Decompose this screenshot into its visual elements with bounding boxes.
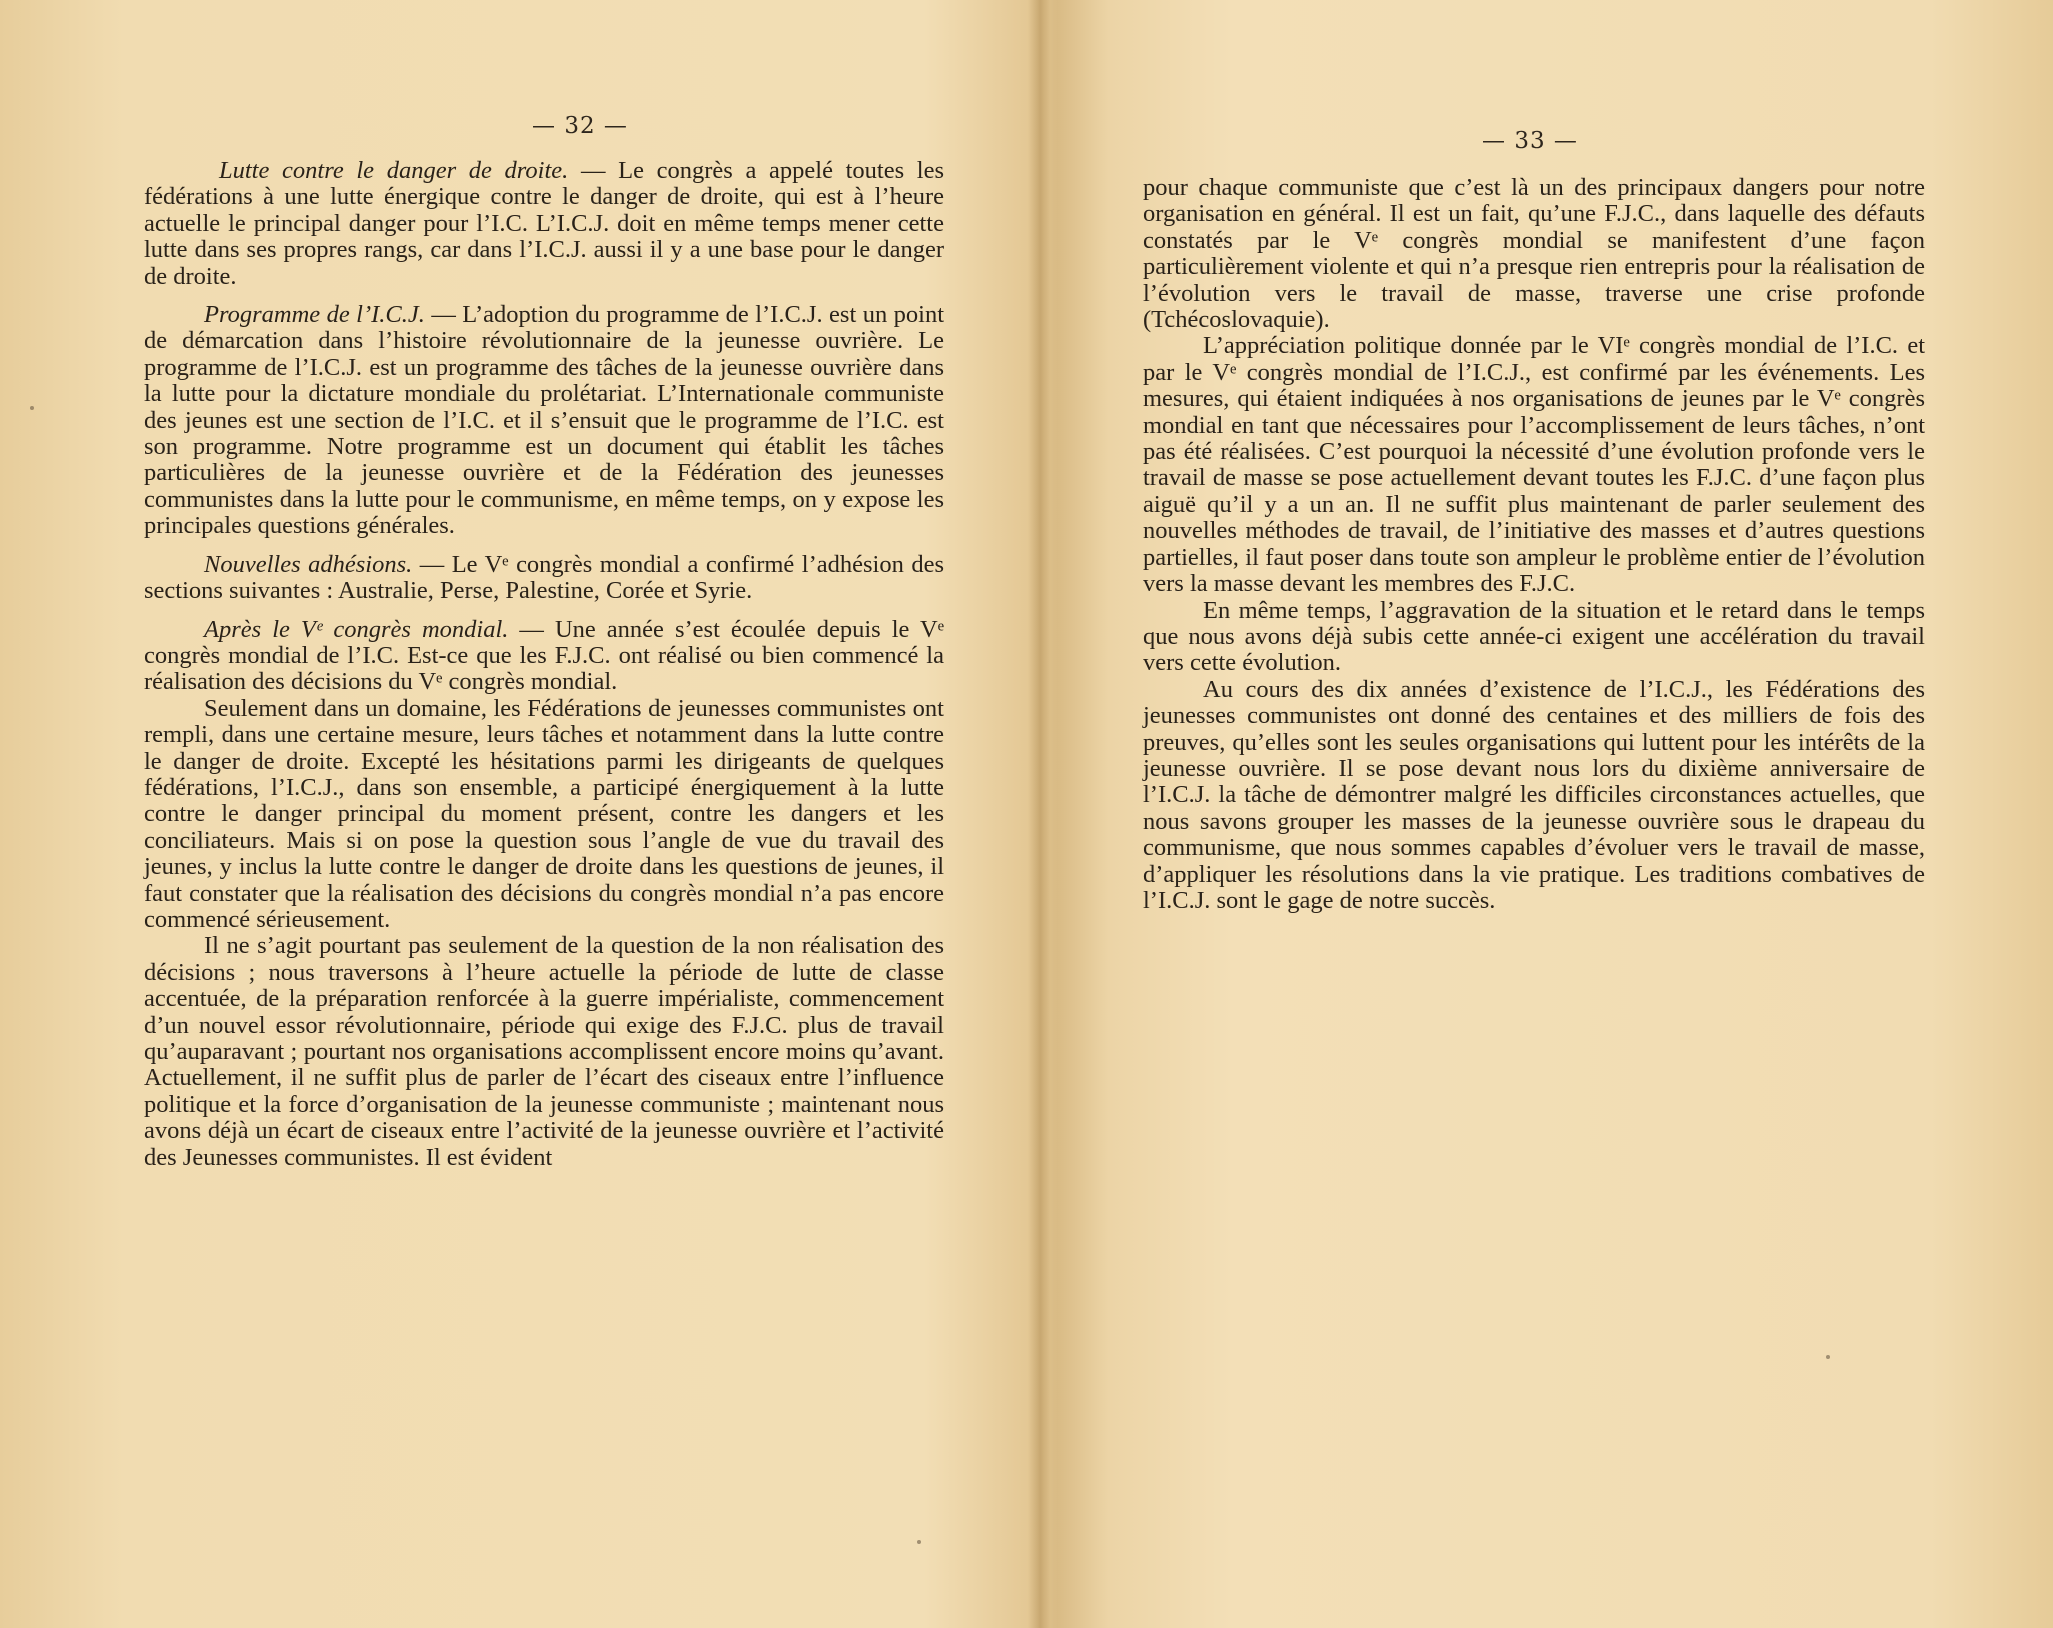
paragraph-text: — Le Vᵉ congrès mondial a confirmé l’adhésion des sections suivantes : Australie, Perse, Palestine, Corée et Syrie. — [144, 550, 944, 605]
right-page-text — [1143, 175, 1925, 914]
paragraph — [1143, 333, 1925, 597]
paragraph-text: Au cours des dix années d’existence de l’I.C.J., les Fédérations des jeunesses communistes ont donné des centaines et des milliers de fois des preuves, qu’elles sont les seules organisations qui luttent pour les intérêts de la jeunesse ouvrière. Il se pose devant nous lors du dixième anniversaire de l’I.C.J. la tâche de démontrer malgré les difficiles circonstances actuelles, que nous savons grouper les masses de la jeunesse ouvrière sous le drapeau du communisme, que nous sommes capables d’évoluer vers le travail de masse, d’appliquer les résolutions dans la vie pratique. Les traditions combatives de l’I.C.J. sont le gage de notre succès. — [1143, 675, 1925, 914]
page-number-right: — 33 — — [1482, 128, 1578, 154]
paragraph-text: — L’adoption du programme de l’I.C.J. est un point de démarcation dans l’histoire révolutionnaire de la jeunesse ouvrière. Le programme de l’I.C.J. est un programme des tâches de la jeunesse ouvrière dans la lutte pour la dictature mondiale du prolétariat. L’Internationale communiste des jeunes est une section de l’I.C. et il s’ensuit que le programme de l’I.C. est son programme. Notre programme est un document qui établit les tâches particulières de la jeunesse ouvrière et de la Fédération des jeunesses communistes dans la lutte pour le communisme, en même temps, on y expose les principales questions générales. — [144, 301, 945, 540]
paragraph — [144, 933, 944, 1171]
paragraph-text: — Une année s’est écoulée depuis le Vᵉ congrès mondial de l’I.C. Est-ce que les F.J.C. ont réalisé ou bien commencé la réalisation des décisions du Vᵉ congrès mondial. — [144, 615, 944, 696]
left-page-text — [144, 158, 944, 1171]
paragraph — [1143, 175, 1925, 333]
paragraph — [1143, 677, 1925, 915]
book-gutter — [1028, 0, 1050, 1628]
paragraph-heading: Nouvelles adhésions. — [204, 550, 413, 578]
paper-speck — [1826, 1355, 1830, 1359]
paragraph — [144, 552, 944, 605]
paragraph — [144, 696, 944, 934]
paragraph — [144, 617, 944, 696]
paragraph — [144, 158, 944, 290]
paragraph-text: En même temps, l’aggravation de la situation et le retard dans le temps que nous avons déjà subis cette année-ci exigent une accélération du travail vers cette évolution. — [1143, 596, 1925, 677]
paragraph-text: L’appréciation politique donnée par le VIᵉ congrès mondial de l’I.C. et par le Vᵉ congrès mondial de l’I.C.J., est confirmé par les événements. Les mesures, qui étaient indiquées à nos organisations de jeunes par le Vᵉ congrès mondial en tant que nécessaires pour l’accomplissement de leurs tâches, n’ont pas été réalisées. C’est pourquoi la nécessité d’une évolution profonde vers le travail de masse se pose actuellement devant toutes les F.J.C. d’une façon plus aiguë qu’il y a un an. Il ne suffit plus maintenant de parler seulement des nouvelles méthodes de travail, de l’initiative des masses et d’autres questions partielles, il faut poser dans toute son ampleur le problème entier de l’évolution vers la masse devant les membres des F.J.C. — [1143, 332, 1925, 598]
paragraph-heading: Après le Vᵉ congrès mondial. — [204, 615, 509, 643]
paragraph-text: pour chaque communiste que c’est là un des principaux dangers pour notre organisation en général. Il est un fait, qu’une F.J.C., dans laquelle des défauts constatés par le Vᵉ congrès mondial se manifestent d’une façon particulièrement violente et qui n’a presque rien entrepris pour la réalisation de l’évolution vers le travail de masse, traverse une crise profonde (Tchécoslovaquie). — [1143, 174, 1925, 334]
paragraph-text: Seulement dans un domaine, les Fédérations de jeunesses communistes ont rempli, dans une certaine mesure, leurs tâches et notamment dans la lutte contre le danger de droite. Excepté les hésitations parmi les dirigeants de quelques fédérations, l’I.C.J., dans son ensemble, a participé énergiquement à la lutte contre le danger principal du moment présent, contre les dangers et les conciliateurs. Mais si on pose la question sous l’angle de vue du travail des jeunes, y inclus la lutte contre le danger de droite dans les questions de jeunes, il faut constater que la réalisation des décisions du congrès mondial n’a pas encore commencé sérieusement. — [144, 694, 944, 933]
paragraph — [144, 302, 944, 540]
paragraph-text: — Le congrès a appelé toutes les fédérations à une lutte énergique contre le danger de droite, qui est à l’heure actuelle le principal danger pour l’I.C. L’I.C.J. doit en même temps mener cette lutte dans ses propres rangs, car dans l’I.C.J. aussi il y a une base pour le danger de droite. — [144, 157, 945, 290]
paragraph-heading: Programme de l’I.C.J. — [204, 301, 425, 329]
page-number-left: — 32 — — [532, 113, 628, 139]
paragraph — [1143, 598, 1925, 677]
paper-speck — [30, 406, 34, 410]
paper-speck — [917, 1540, 921, 1544]
paragraph-text: Il ne s’agit pourtant pas seulement de la question de la non réalisation des décisions ; nous traversons à l’heure actuelle la période de lutte de classe accentuée, de la préparation renforcée à la guerre impérialiste, commencement d’un nouvel essor révolutionnaire, période qui exige des F.J.C. plus de travail qu’auparavant ; pourtant nos organisations accomplissent encore moins qu’avant. Actuellement, il ne suffit plus de parler de l’écart des ciseaux entre l’influence politique et la force d’organisation de la jeunesse communiste ; maintenant nous avons déjà un écart de ciseaux entre l’activité de la jeunesse ouvrière et l’activité des Jeunesses communistes. Il est évident — [144, 932, 944, 1171]
paragraph-heading: Lutte contre le danger de droite. — [219, 157, 569, 184]
